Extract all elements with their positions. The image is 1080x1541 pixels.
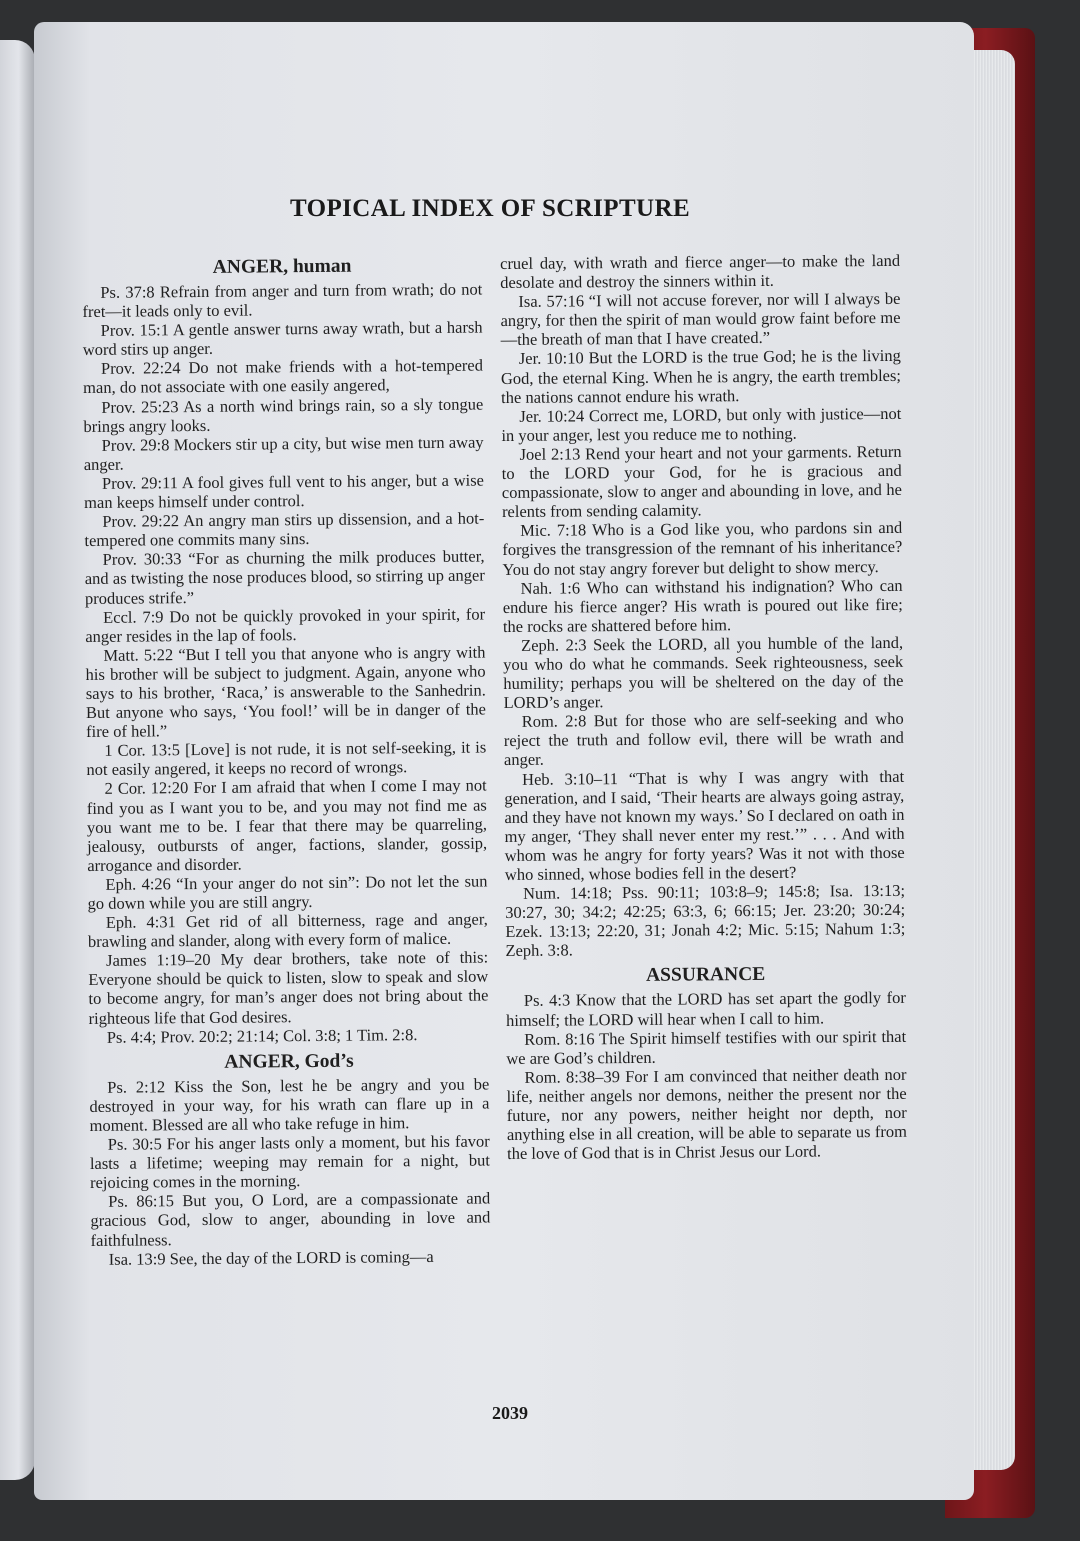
index-entry: Prov. 22:24 Do not make friends with a hot-tempered man, do not associate with one easily angered, — [83, 355, 484, 398]
index-entry: Prov. 30:33 “For as churning the milk produces butter, and as twisting the nose produces blood, so stirring up anger produces strife.” — [84, 546, 485, 608]
index-entry: Prov. 15:1 A gentle answer turns away wrath, but a harsh word stirs up anger. — [82, 317, 483, 360]
index-entry: 2 Cor. 12:20 For I am afraid that when I come I may not find you as I want you to be, and you may not find me as you want me to be. I fear that there may be quarreling, jealousy, outbursts of anger, factions, slander, gossip, arrogance and disorder. — [86, 775, 488, 875]
index-entry: Joel 2:13 Rend your heart and not your garments. Return to the LORD your God, for he is gracious and compassionate, slow to anger and abounding in love, and he relents from sending calamity. — [501, 441, 902, 522]
index-entry: Heb. 3:10–11 “That is why I was angry with that generation, and I said, ‘Their hearts are always going astray, and they have not known my ways.’ So I declared on oath in my anger, ‘They shall never enter my rest.’” . . . And with whom was he angry for forty years? Was it not with those who sinned, whose bodies fell in the desert? — [504, 766, 905, 884]
index-entry: Isa. 13:9 See, the day of the LORD is coming—a — [108, 1246, 434, 1269]
index-entry: Prov. 29:22 An angry man stirs up dissension, and a hot-tempered one commits many sins. — [84, 508, 485, 551]
index-entry: Ps. 2:12 Kiss the Son, lest he be angry and you be destroyed in your way, for his wrath can flare up in a moment. Blessed are all who take refuge in him. — [89, 1074, 490, 1135]
page-title: TOPICAL INDEX OF SCRIPTURE — [289, 195, 691, 222]
index-entry: Rom. 8:38–39 For I am convinced that neither death nor life, neither angels nor demons, neither the present nor the future, nor any powers, neither height nor depth, nor anything else in all creation, will be able to separate us from the love of God that is in Christ Jesus our Lord. — [506, 1064, 907, 1164]
index-entry: Jer. 10:10 But the LORD is the true God; he is the living God, the eternal King. When he is angry, the earth trembles; the nations cannot endure his wrath. — [500, 346, 902, 407]
section-heading: ANGER, human — [212, 255, 352, 278]
index-entry: Ps. 37:8 Refrain from anger and turn from wrath; do not fret—it leads only to evil. — [82, 279, 483, 322]
index-entry: Matt. 5:22 “But I tell you that anyone who is angry with his brother will be subject to judgment. Again, anyone who says to his brother, ‘Raca,’ is answerable to the Sanhedrin. But anyone who says, ‘You fool!’ will be in danger of the fire of hell.” — [85, 642, 487, 742]
index-entry: Zeph. 2:3 Seek the LORD, all you humble of the land, you who do what he commands. Seek righteousness, seek humility; perhaps you will be sheltered on the day of the LORD’s anger. — [503, 632, 904, 713]
index-entry: James 1:19–20 My dear brothers, take note of this: Everyone should be quick to listen, slow to speak and slow to become angry, for man’s anger does not bring about the righteous life that God desires. — [88, 947, 489, 1028]
index-entry: Jer. 10:24 Correct me, LORD, but only with justice—not in your anger, lest you reduce me to nothing. — [501, 403, 902, 445]
index-entry: Ps. 30:5 For his anger lasts only a moment, but his favor lasts a lifetime; weeping may remain for a night, but rejoicing comes in the morning. — [89, 1131, 490, 1193]
index-entry: Nah. 1:6 Who can withstand his indignation? Who can endure his fierce anger? His wrath is poured out like fire; the rocks are shattered before him. — [502, 575, 903, 636]
index-entry: Eph. 4:26 “In your anger do not sin”: Do not let the sun go down while you are still angry. — [87, 871, 488, 913]
index-entry: Isa. 57:16 “I will not accuse forever, nor will I always be angry, for then the spirit of man would grow faint before me—the breath of man that I have created.” — [500, 289, 901, 350]
left-column — [82, 255, 491, 1269]
index-entry: Mic. 7:18 Who is a God like you, who pardons sin and forgives the transgression of the remnant of his inheritance? You do not stay angry forever but delight to show mercy. — [502, 518, 903, 579]
index-entry: Ps. 86:15 But you, O Lord, are a compassionate and gracious God, slow to anger, abounding in love and faithfulness. — [90, 1188, 491, 1250]
continued-entry: cruel day, with wrath and fierce anger—to make the land desolate and destroy the sinners within it. — [500, 250, 901, 293]
index-entry: Eccl. 7:9 Do not be quickly provoked in your spirit, for anger resides in the lap of fools. — [85, 604, 486, 646]
index-entry: 1 Cor. 13:5 [Love] is not rude, it is not self-seeking, it is not easily angered, it keeps no record of wrongs. — [86, 737, 487, 780]
page-number: 2039 — [492, 1403, 528, 1423]
index-entry: Rom. 2:8 But for those who are self-seeking and who reject the truth and follow evil, there will be wrath and anger. — [503, 709, 904, 770]
left-page-edge — [0, 40, 35, 1480]
section-heading: ANGER, God’s — [224, 1050, 354, 1073]
section-heading: ASSURANCE — [645, 964, 766, 987]
index-entry: Prov. 25:23 As a north wind brings rain, so a sly tongue brings angry looks. — [83, 394, 484, 436]
index-entry: Prov. 29:8 Mockers stir up a city, but wise men turn away anger. — [83, 432, 484, 474]
index-entry: Eph. 4:31 Get rid of all bitterness, rage and anger, brawling and slander, along with every form of malice. — [87, 909, 488, 952]
index-entry: Prov. 29:11 A fool gives full vent to his anger, but a wise man keeps himself under control. — [84, 470, 485, 513]
index-entry: Ps. 4:3 Know that the LORD has set apart the godly for himself; the LORD will hear when I call to him. — [505, 988, 906, 1030]
cross-references: Ps. 4:4; Prov. 20:2; 21:14; Col. 3:8; 1 Tim. 2:8. — [106, 1024, 418, 1047]
right-column — [500, 251, 907, 1163]
index-entry: Rom. 8:16 The Spirit himself testifies with our spirit that we are God’s children. — [506, 1026, 907, 1068]
cross-references: Num. 14:18; Pss. 90:11; 103:8–9; 145:8; Isa. 13:13; 30:27, 30; 34:2; 42:25; 63:3, 6; 66:15; Jer. 23:20; 30:24; Ezek. 13:13; 22:20, 31; Jonah 4:2; Mic. 5:15; Nahum 1:3; Zeph. 3:8. — [505, 880, 906, 961]
